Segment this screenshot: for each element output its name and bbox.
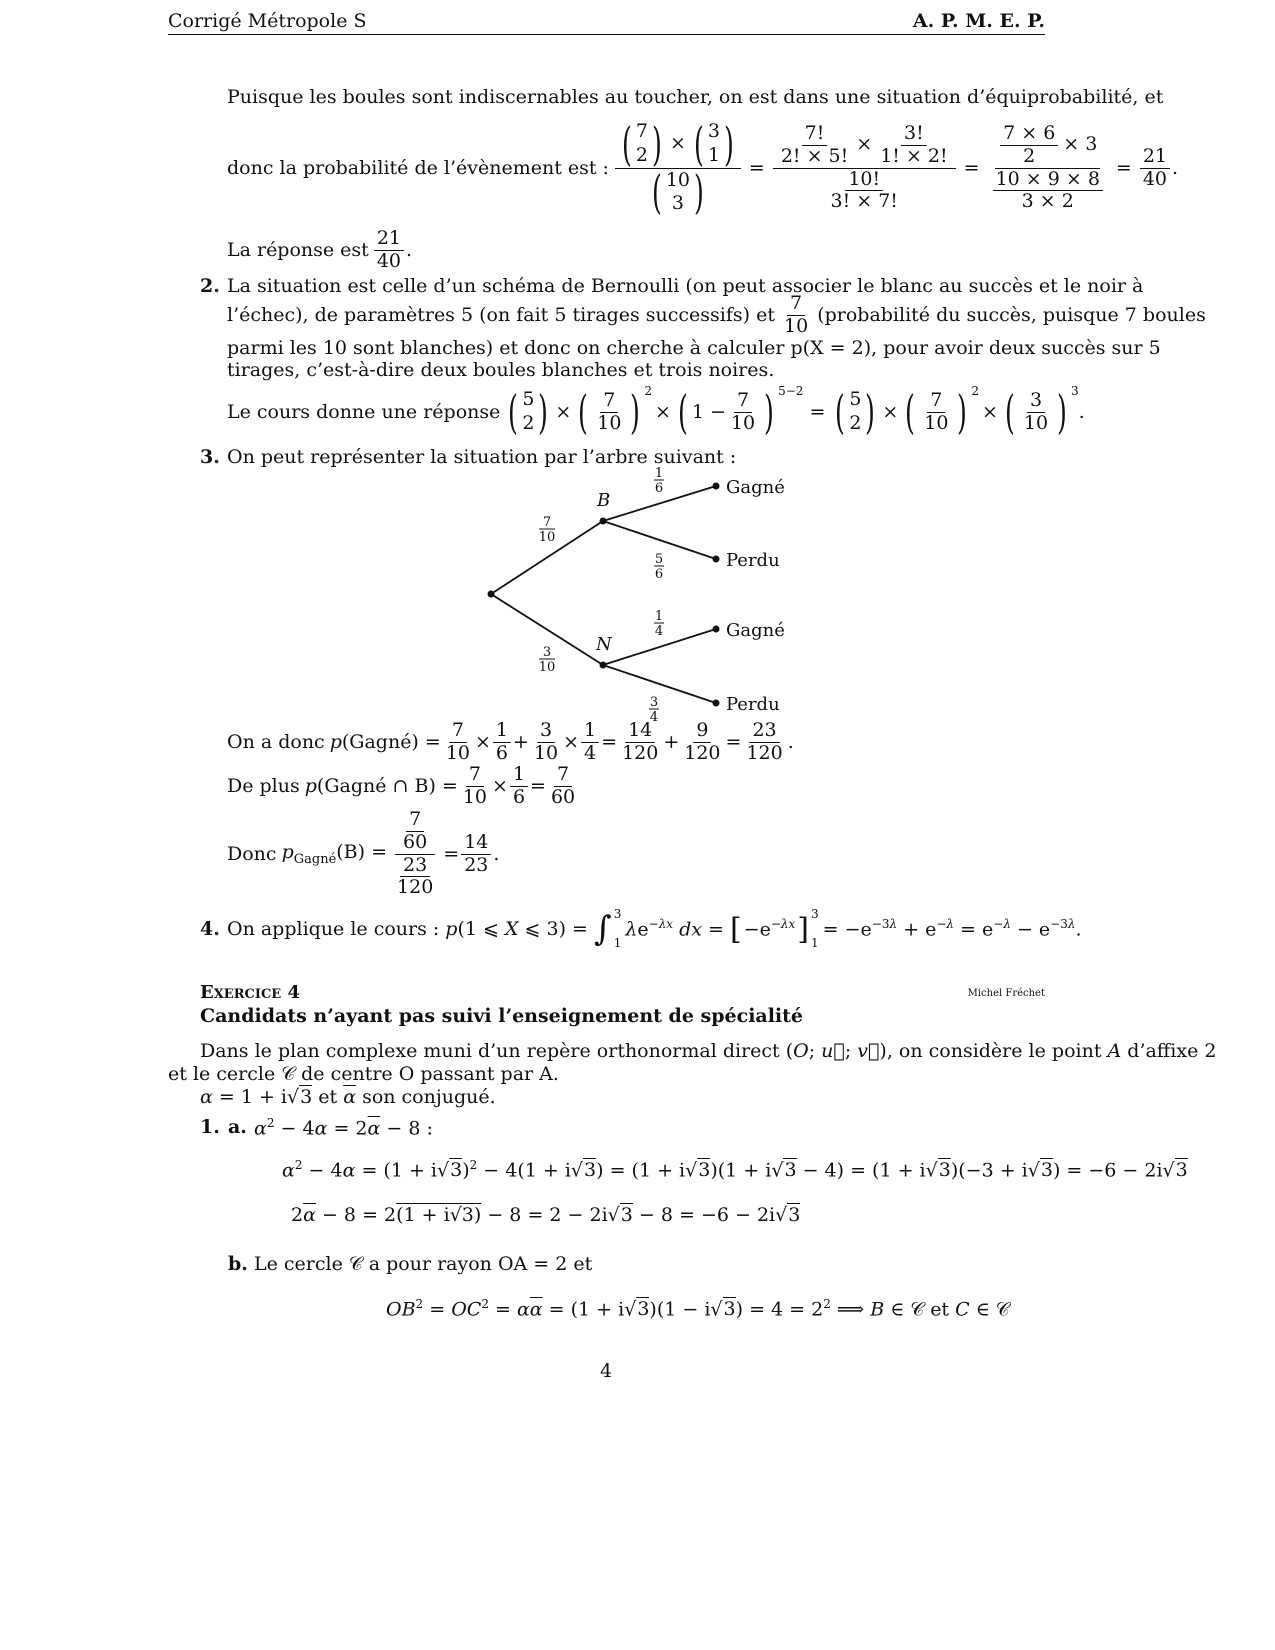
- ex4-q1-number: 1.: [200, 1116, 220, 1138]
- tree-prob-ng-num: 1: [654, 609, 664, 624]
- q2-number: 2.: [200, 275, 220, 297]
- q2-line5: Le cours donne une réponse ( 5 2 ) × ( $\frac{7}{10}$ ) $^2$ × ( 1 − $\frac{7}{10}$ ) $^{5-2}$ = ( 5 2 ) × ( $\frac{7}{10}$ ) $^2$ × ( $\frac{3}{10}$ ) $^3$ .: [227, 384, 1085, 439]
- tree-prob-bp-num: 5: [654, 552, 664, 567]
- tree-prob-b-den: 10: [538, 530, 556, 545]
- ex4-q1b-label: b.: [228, 1253, 248, 1275]
- tree-prob-bg-num: 1: [654, 466, 664, 481]
- tree-prob-np-num: 3: [649, 695, 659, 710]
- ex4-alpha-def: α = 1 + i√3 et $\overline{\alpha}$ son conjugué.: [200, 1086, 496, 1108]
- tree-node-b-dot: [600, 518, 607, 525]
- q3-line1: On peut représenter la situation par l’arbre suivant :: [227, 446, 737, 468]
- tree-leaf-2: Perdu: [726, 550, 780, 571]
- tree-node-n-dot: [600, 662, 607, 669]
- q3-line-b: De plus p(Gagné ∩ B) = $\frac{7}{10}$ × $\frac{1}{6}$ = $\frac{7}{60}$: [227, 763, 576, 808]
- prob-fraction-3: $\frac{7 \times 6}{2}$ × 3 $\frac{10 \times 9 \times 8}{3 \times 2}$: [988, 123, 1108, 213]
- tree-prob-b-num: 7: [542, 515, 552, 530]
- q2-line1: La situation est celle d’un schéma de Bernoulli (on peut associer le blanc au succès et le noir à: [227, 275, 1144, 297]
- q4-number: 4.: [200, 918, 220, 940]
- p1-equation: donc la probabilité de l’évènement est : ( 7 2 ) × ( 3 1 ) ( 10 3 ) = $\frac{7!}{2! \times 5!}$ × $\frac{3!}{1! \times 2!}$ $\frac{10!}{3! \times 7!}$ = $\frac{7 \times 6}{2}$ × 3 $\frac{10 \times 9 \times 8}{3 \times 2}$ = $\frac{21}{40}$ .: [227, 116, 1179, 220]
- ex4-q1a-text: $\alpha^2 - 4\alpha = 2\overline{\alpha} - 8$ :: [254, 1116, 433, 1140]
- tree-prob-bp-den: 6: [654, 567, 664, 582]
- prob-fraction-1: ( 7 2 ) × ( 3 1 ) ( 10 3 ): [615, 120, 741, 216]
- tree-node-n: N: [596, 634, 612, 655]
- tree-leaf-dot: [713, 700, 720, 707]
- header-rule: [168, 34, 1045, 35]
- tree-leaf-dot: [713, 626, 720, 633]
- ex4-subtitle: Candidats n’ayant pas suivi l’enseignement de spécialité: [200, 1005, 804, 1027]
- q2-line3: parmi les 10 sont blanches) et donc on cherche à calculer p(X = 2), pour avoir deux succès sur 5: [227, 337, 1161, 359]
- tree-leaf-3: Gagné: [726, 620, 785, 641]
- tree-root-dot: [488, 591, 495, 598]
- q2-line2: l’échec), de paramètres 5 (on fait 5 tirages successifs) et $\frac{7}{10}$ (probabilité du succès, puisque 7 boules: [227, 292, 1206, 337]
- q3-line-c: Donc $p_{Gagné}(B)$ = $\frac{\frac{7}{60}}{\frac{23}{120}}$ = $\frac{14}{23}$ .: [227, 807, 500, 899]
- tree-leaf-dot: [713, 556, 720, 563]
- page-number: 4: [600, 1360, 613, 1382]
- q3-line-a: On a donc p(Gagné) = $\frac{7}{10}$ × $\frac{1}{6}$ + $\frac{3}{10}$ × $\frac{1}{4}$ = $\frac{14}{120}$ + $\frac{9}{120}$ = $\frac{23}{120}$ .: [227, 719, 794, 764]
- prob-fraction-2: $\frac{7!}{2! \times 5!}$ × $\frac{3!}{1! \times 2!}$ $\frac{10!}{3! \times 7!}$: [773, 123, 956, 213]
- q3-number: 3.: [200, 446, 220, 468]
- p1-line2: donc la probabilité de l’évènement est :: [227, 157, 609, 179]
- q4-line1: On applique le cours : p(1 ⩽ X ⩽ 3) = ∫ 3 1 $\lambda e^{-\lambda x}$ dx = [ $-e^{-\lambda x}$ ] 3 1 = $-e^{-3\lambda} + e^{-\lambda} = e^{-\lambda} - e^{-3\lambda}$.: [227, 907, 1082, 950]
- p1-line1: Puisque les boules sont indiscernables au toucher, on est dans une situation d’équiprobabilité, et: [227, 86, 1164, 108]
- tree-prob-n-den: 10: [538, 660, 556, 675]
- tree-prob-ng-den: 4: [654, 624, 664, 639]
- tree-prob-np-den: 4: [649, 710, 659, 722]
- ex4-eq2: $2\overline{\alpha} - 8 = 2(1 + i√3) - 8 = 2 - 2i√3 - 8 = -6 - 2i√3$: [291, 1204, 801, 1226]
- header-right: A. P. M. E. P.: [912, 10, 1045, 32]
- ex4-eq1: $\alpha^2 - 4\alpha = (1 + i√3)^2 - 4(1 + i√3) = (1 + i√3)(1 + i√3 - 4) = (1 + i√3)(-3 + i√3) = -6 - 2i√3$: [282, 1158, 1188, 1182]
- tree-node-b: B: [597, 490, 611, 511]
- ex4-para1: Dans le plan complexe muni d’un repère orthonormal direct (O; u⃗; v⃗), on considère le point A d’affixe 2: [200, 1040, 1217, 1062]
- ex4-q1a-label: a.: [228, 1116, 247, 1138]
- header-left: Corrigé Métropole S: [168, 10, 367, 32]
- p1-answer: La réponse est $\frac{21}{40}$ .: [227, 227, 413, 272]
- ex4-title: Exercice 4: [200, 982, 300, 1003]
- q2-line4: tirages, c’est-à-dire deux boules blanches et trois noires.: [227, 359, 775, 381]
- tree-leaf-dot: [713, 483, 720, 490]
- tree-leaf-4: Perdu: [726, 694, 780, 715]
- probability-tree: [470, 462, 810, 722]
- ex4-eq3: $OB^2 = OC^2 = \alpha\overline{\alpha} = (1 + i√3)(1 - i√3) = 4 = 2^2$ ⟹ B ∈ 𝒞 et C ∈ 𝒞: [386, 1297, 1010, 1321]
- ex4-q1b-text: Le cercle 𝒞 a pour rayon OA = 2 et: [254, 1253, 593, 1275]
- tree-prob-bg-den: 6: [654, 481, 664, 496]
- tree-prob-n-num: 3: [542, 645, 552, 660]
- tree-leaf-1: Gagné: [726, 477, 785, 498]
- ex4-para2: et le cercle 𝒞 de centre O passant par A.: [168, 1063, 559, 1085]
- ex4-author: Michel Fréchet: [967, 988, 1045, 999]
